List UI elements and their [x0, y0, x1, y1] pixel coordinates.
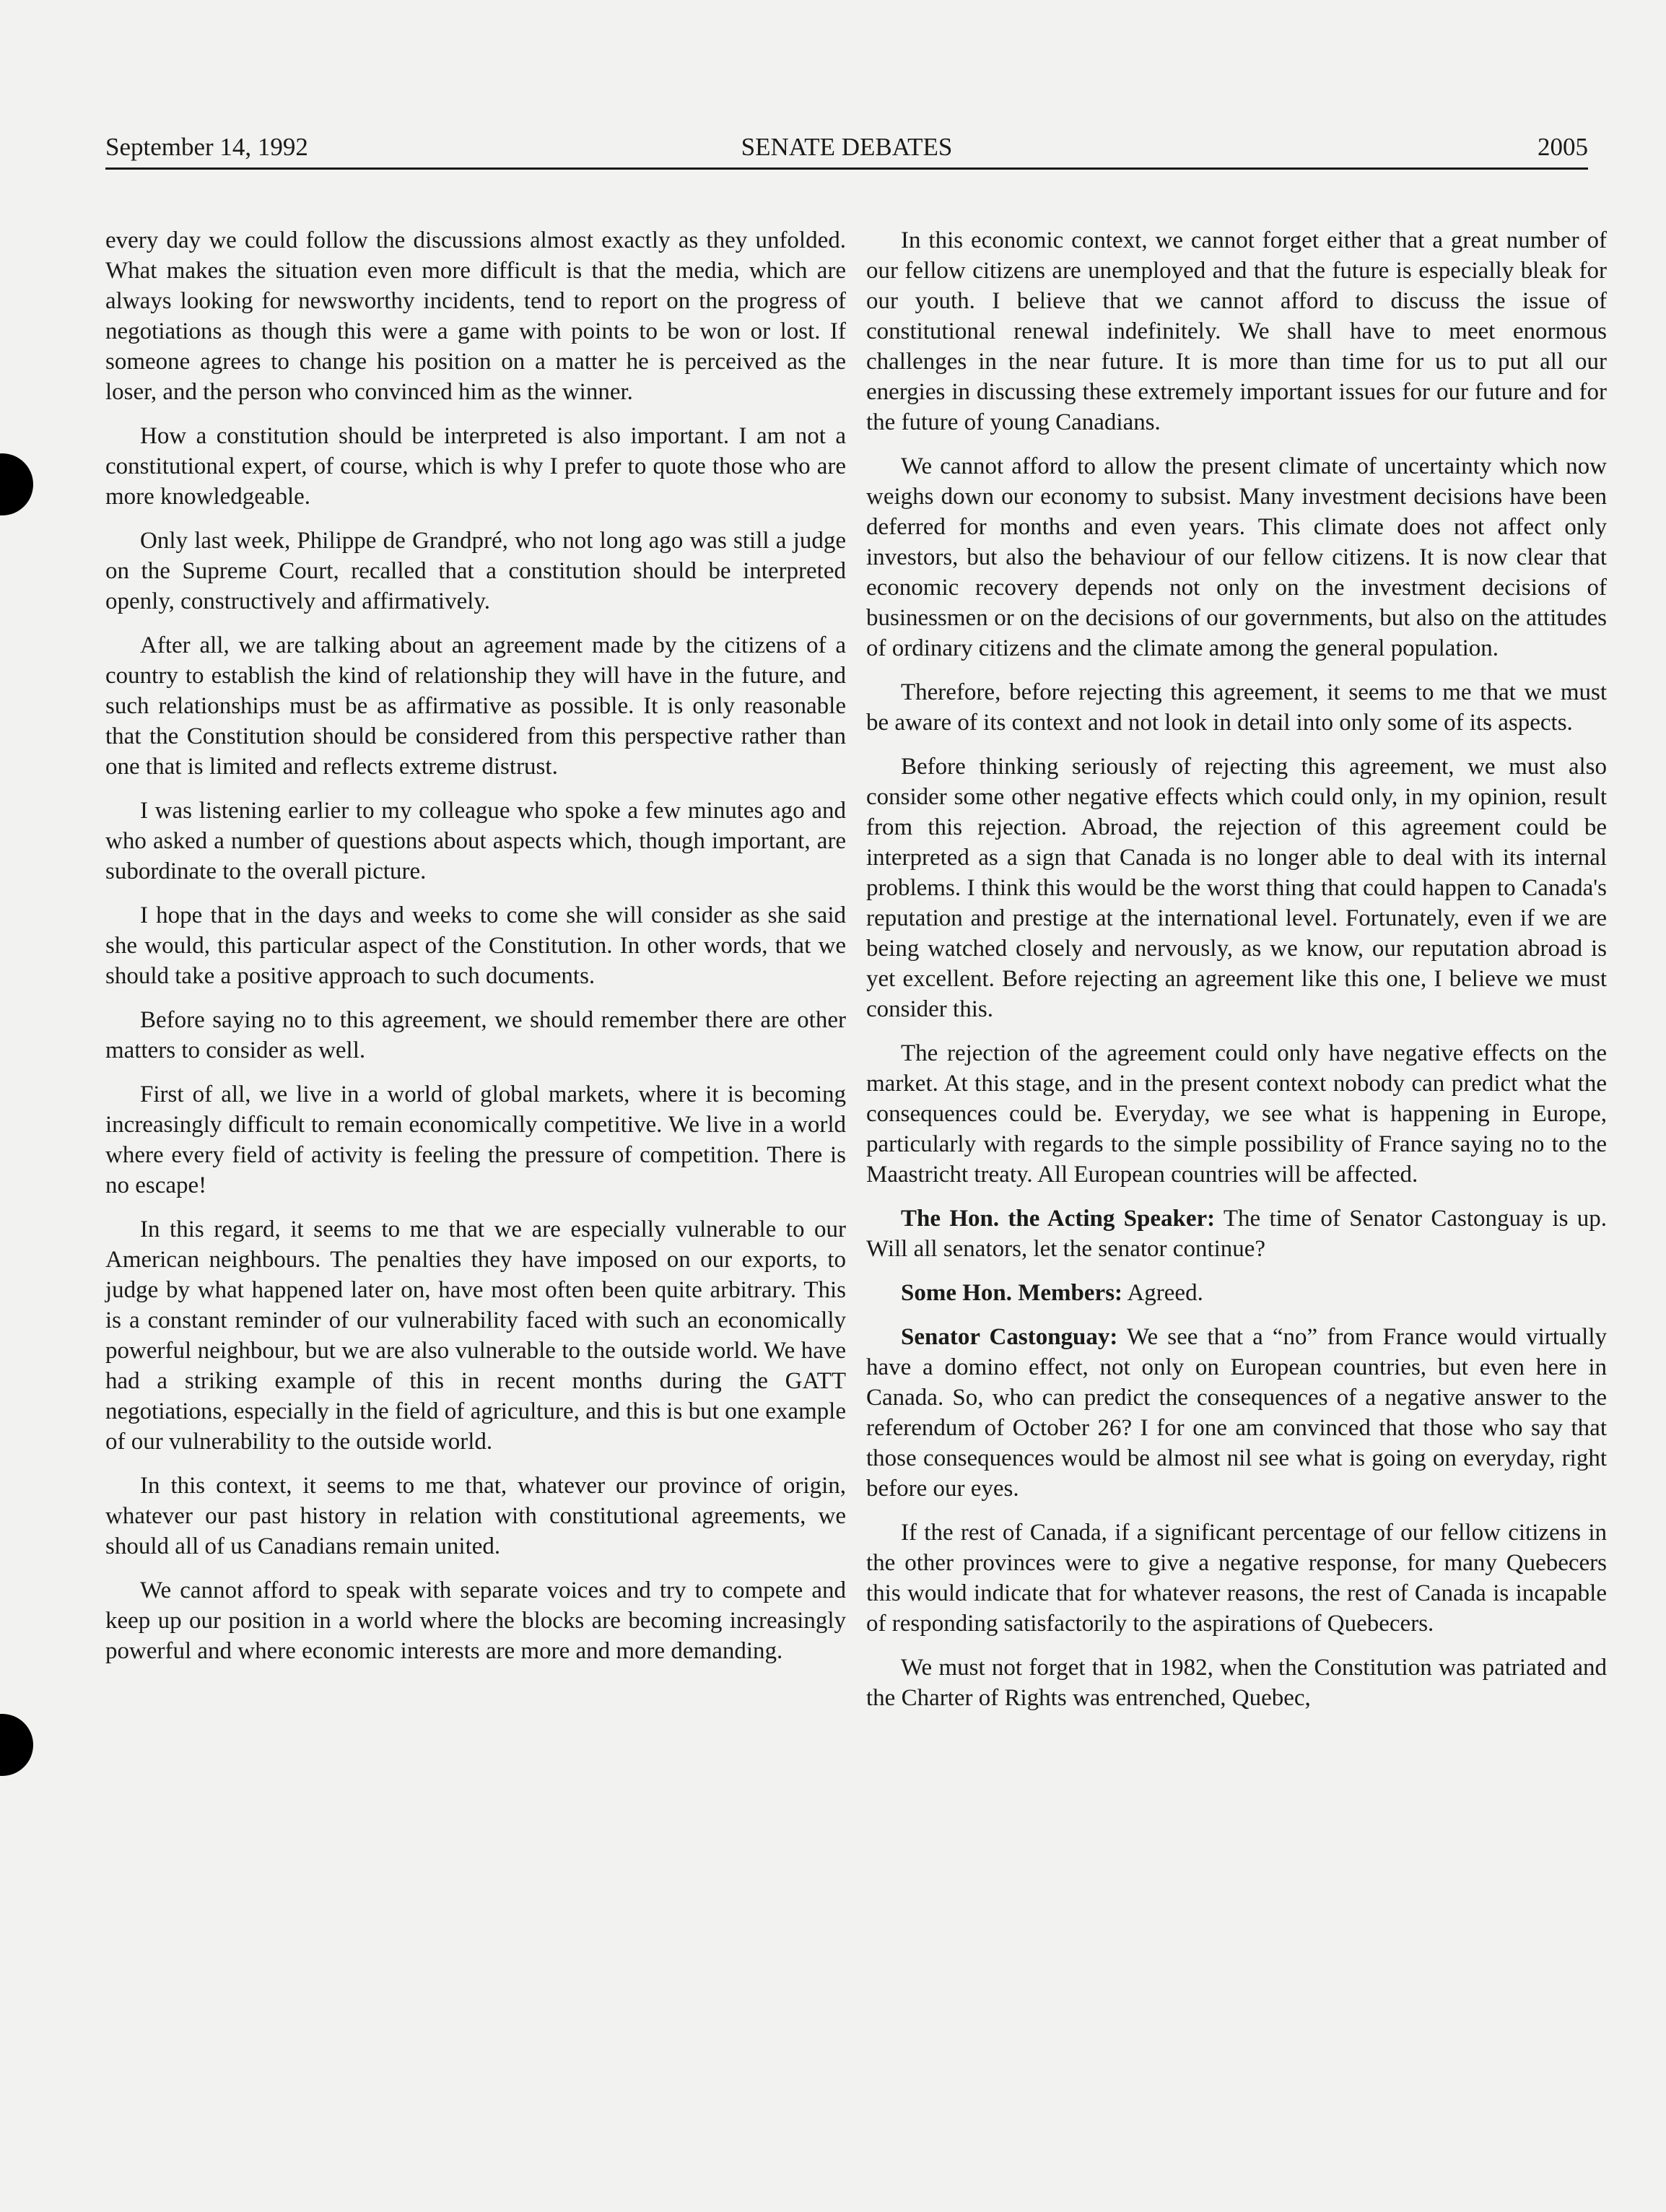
paragraph-text: We see that a “no” from France would virtually have a domino effect, not only on European countries, but even here in Canada. So, who can predict the consequences of a negative answer to the referendum of October 26? I for one am convinced that those who say that those consequences would be almost nil see what is going on everyday, right before our eyes.	[866, 1324, 1607, 1502]
binder-hole	[0, 453, 33, 515]
paragraph	[105, 796, 846, 887]
page-header	[105, 127, 1588, 170]
paragraph	[866, 1203, 1607, 1264]
paragraph-text: If the rest of Canada, if a significant percentage of our fellow citizens in the other provinces were to give a negative response, for many Quebecers this would indicate that for whatever reasons, the rest of Canada is incapable of responding satisfactorily to the aspirations of Quebecers.	[866, 1520, 1607, 1637]
paragraph	[866, 451, 1607, 663]
paragraph-text: Before thinking seriously of rejecting this agreement, we must also consider some other negative effects which could only, in my opinion, result from this rejection. Abroad, the rejection of this agreement could be interpreted as a sign that Canada is no longer able to deal with its internal problems. I think this would be the worst thing that could happen to Canada's reputation and prestige at the international level. Fortunately, even if we are being watched closely and nervously, as we know, our reputation abroad is yet excellent. Before rejecting an agreement like this one, I believe we must consider this.	[866, 754, 1607, 1022]
paragraph-text: I was listening earlier to my colleague who spoke a few minutes ago and who asked a number of questions about aspects which, though important, are subordinate to the overall picture.	[105, 798, 846, 884]
paragraph-text: Therefore, before rejecting this agreement, it seems to me that we must be aware of its context and not look in detail into only some of its aspects.	[866, 679, 1607, 736]
paragraph-text: Agreed.	[1127, 1280, 1203, 1306]
paragraph	[105, 225, 846, 407]
paragraph-text: We cannot afford to speak with separate voices and try to compete and keep up our position in a world where the blocks are becoming increasingly powerful and where economic interests are more and more demanding.	[105, 1577, 846, 1664]
paragraph-text: The time of Senator Castonguay is up. Will all senators, let the senator continue?	[866, 1206, 1608, 1262]
paragraph	[866, 1653, 1607, 1713]
paragraph-text: We cannot afford to allow the present climate of uncertainty which now weighs down our economy to subsist. Many investment decisions have been deferred for months and even years. This climate does not affect only investors, but also the behaviour of our fellow citizens. It is now clear that economic recovery depends not only on the investment decisions of businessmen or on the decisions of our governments, but also on the attitudes of ordinary citizens and the climate among the general population.	[866, 453, 1607, 661]
speaker-name: The Hon. the Acting Speaker:	[901, 1206, 1216, 1232]
paragraph-text: In this regard, it seems to me that we are especially vulnerable to our American neighbours. The penalties they have imposed on our exports, to judge by what happened later on, have most often been quite arbitrary. This is a constant reminder of our vulnerability faced with such an economically powerful neighbour, but we are also vulnerable to the outside world. We have had a striking example of this in recent months during the GATT negotiations, especially in the field of agriculture, and this is but one example of our vulnerability to the outside world.	[105, 1216, 846, 1455]
paragraph	[105, 1575, 846, 1666]
header-page-number: 2005	[1538, 133, 1588, 161]
speaker-name: Some Hon. Members:	[901, 1280, 1123, 1306]
paragraph-text: In this economic context, we cannot forget either that a great number of our fellow citizens are unemployed and that the future is especially bleak for our youth. I believe that we cannot afford to discuss the issue of constitutional renewal indefinitely. We shall have to meet enormous challenges in the near future. It is more than time for us to put all our energies in discussing these extremely important issues for our future and for the future of young Canadians.	[866, 227, 1607, 435]
paragraph	[866, 677, 1607, 738]
binder-hole	[0, 1714, 33, 1776]
paragraph	[105, 421, 846, 512]
paragraph	[105, 1079, 846, 1201]
paragraph-text: Before saying no to this agreement, we should remember there are other matters to consider as well.	[105, 1007, 846, 1063]
paragraph-text: How a constitution should be interpreted is also important. I am not a constitutional expert, of course, which is why I prefer to quote those who are more knowledgeable.	[105, 423, 846, 510]
paragraph	[866, 1038, 1607, 1190]
paragraph	[105, 630, 846, 782]
paragraph	[866, 1518, 1607, 1639]
paragraph-text: The rejection of the agreement could only have negative effects on the market. At this stage, and in the present context nobody can predict what the consequences could be. Everyday, we see what is happening in Europe, particularly with regards to the simple possibility of France saying no to the Maastricht treaty. All European countries will be affected.	[866, 1040, 1607, 1188]
paragraph	[105, 1471, 846, 1562]
paragraph-text: I hope that in the days and weeks to come she will consider as she said she would, this particular aspect of the Constitution. In other words, that we should take a positive approach to such documents.	[105, 902, 846, 989]
paragraph-text: In this context, it seems to me that, whatever our province of origin, whatever our past history in relation with constitutional agreements, we should all of us Canadians remain united.	[105, 1473, 846, 1559]
paragraph-text: every day we could follow the discussions almost exactly as they unfolded. What makes the situation even more difficult is that the media, which are always looking for newsworthy incidents, tend to report on the progress of negotiations as though this were a game with points to be won or lost. If someone agrees to change his position on a matter he is perceived as the loser, and the person who convinced him as the winner.	[105, 227, 846, 405]
header-title: SENATE DEBATES	[741, 133, 953, 161]
paragraph	[866, 752, 1607, 1024]
paragraph-text: First of all, we live in a world of global markets, where it is becoming increasingly difficult to remain economically competitive. We live in a world where every field of activity is feeling the pressure of competition. There is no escape!	[105, 1081, 846, 1198]
paragraph	[105, 900, 846, 991]
paragraph	[866, 1322, 1607, 1504]
speaker-name: Senator Castonguay:	[901, 1324, 1118, 1350]
paragraph	[866, 225, 1607, 437]
left-column	[105, 225, 846, 1680]
paragraph-text: We must not forget that in 1982, when the Constitution was patriated and the Charter of Rights was entrenched, Quebec,	[866, 1655, 1607, 1711]
right-column	[866, 225, 1607, 1727]
header-date: September 14, 1992	[105, 133, 308, 161]
paragraph	[105, 526, 846, 617]
paragraph	[866, 1278, 1607, 1308]
paragraph-text: After all, we are talking about an agreement made by the citizens of a country to establish the kind of relationship they will have in the future, and such relationships must be as affirmative as possible. It is only reasonable that the Constitution should be considered from this perspective rather than one that is limited and reflects extreme distrust.	[105, 632, 846, 780]
paragraph	[105, 1214, 846, 1457]
paragraph-text: Only last week, Philippe de Grandpré, who not long ago was still a judge on the Supreme Court, recalled that a constitution should be interpreted openly, constructively and affirmatively.	[105, 528, 846, 614]
paragraph	[105, 1005, 846, 1066]
